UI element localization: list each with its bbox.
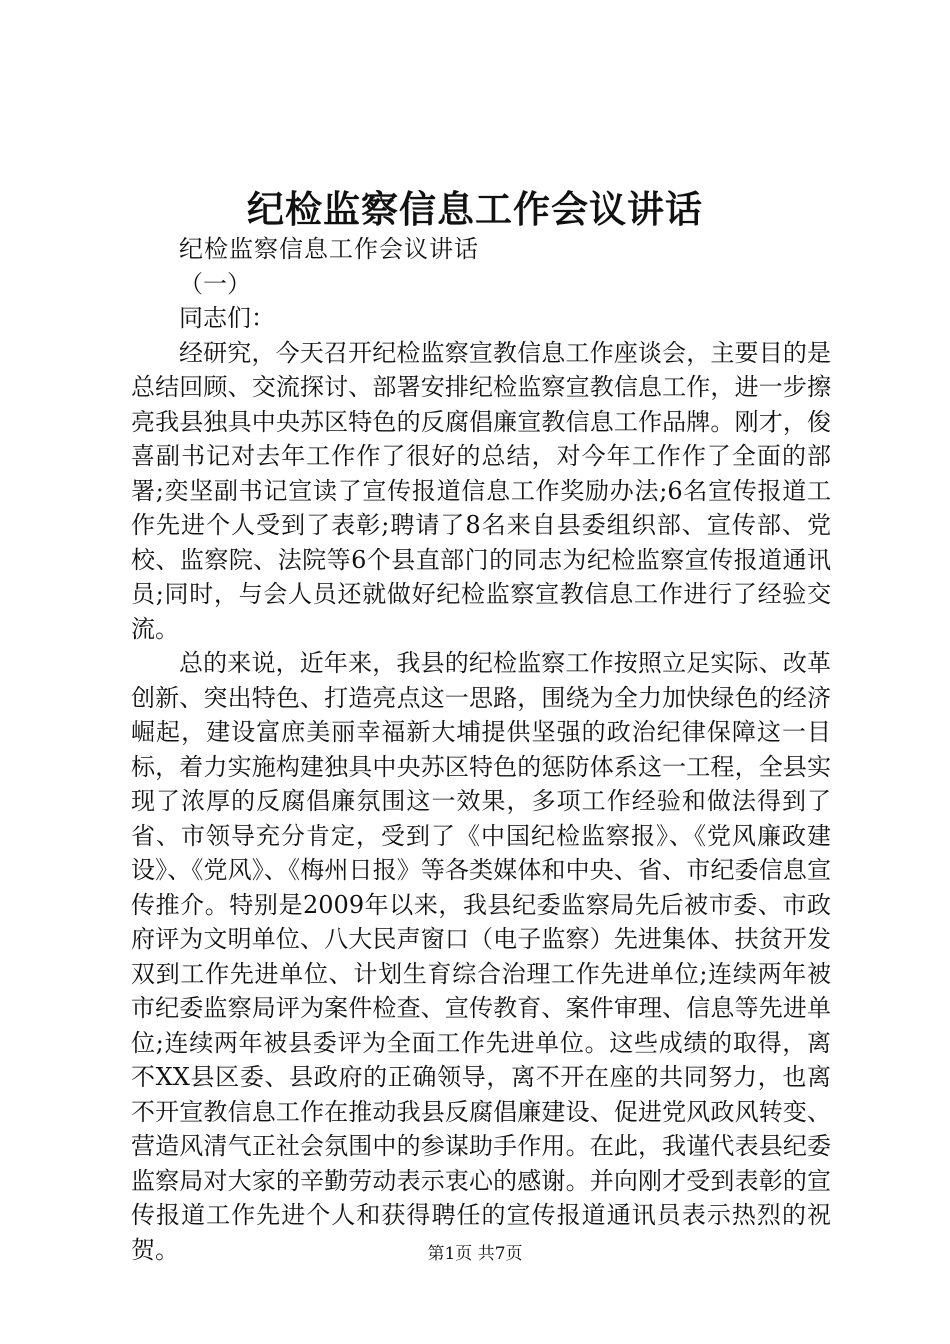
paragraph-2: 总的来说，近年来，我县的纪检监察工作按照立足实际、改革创新、突出特色、打造亮点这一思路，围绕为全力加快绿色的经济崛起，建设富庶美丽幸福新大埔提供坚强的政治纪律保障这一目标，着力实施构建独具中央苏区特色的惩防体系这一工程，全县实现了浓厚的反腐倡廉氛围这一效果，多项工作经验和做法得到了省、市领导充分肯定，受到了《中国纪检监察报》、《党风廉政建设》、《党风》、《梅州日报》等各类媒体和中央、省、市纪委信息宣传推介。特别是2009年以来，我县纪委监察局先后被市委、市政府评为文明单位、八大民声窗口（电子监察）先进集体、扶贫开发双到工作先进单位、计划生育综合治理工作先进单位;连续两年被市纪委监察局评为案件检查、宣传教育、案件审理、信息等先进单位;连续两年被县委评为全面工作先进单位。这些成绩的取得，离不XX县区委、县政府的正确领导，离不开在座的共同努力，也离不开宣教信息工作在推动我县反腐倡廉建设、促进党风政风转变、营造风清气正社会氛围中的参谋助手作用。在此，我谨代表县纪委监察局对大家的辛勤劳动表示衷心的感谢。并向刚才受到表彰的宣传报道工作先进个人和获得聘任的宣传报道通讯员表示热烈的祝贺。 (131, 649, 831, 1264)
section-marker: （一） (179, 269, 251, 298)
document-subtitle: 纪检监察信息工作会议讲话 (179, 235, 479, 263)
document-title: 纪检监察信息工作会议讲话 (247, 187, 703, 231)
salutation: 同志们： (179, 304, 275, 332)
page-footer: 第1页 共7页 (427, 1244, 523, 1264)
document-body (131, 232, 831, 1267)
paragraph-1: 经研究，今天召开纪检监察宣教信息工作座谈会，主要目的是总结回顾、交流探讨、部署安排纪检监察宣教信息工作，进一步擦亮我县独具中央苏区特色的反腐倡廉宣教信息工作品牌。刚才，俊喜副书记对去年工作作了很好的总结，对今年工作作了全面的部署;奕坚副书记宣读了宣传报道信息工作奖励办法;6名宣传报道工作先进个人受到了表彰;聘请了8名来自县委组织部、宣传部、党校、监察院、法院等6个县直部门的同志为纪检监察宣传报道通讯员;同时，与会人员还就做好纪检监察宣教信息工作进行了经验交流。 (131, 338, 831, 643)
